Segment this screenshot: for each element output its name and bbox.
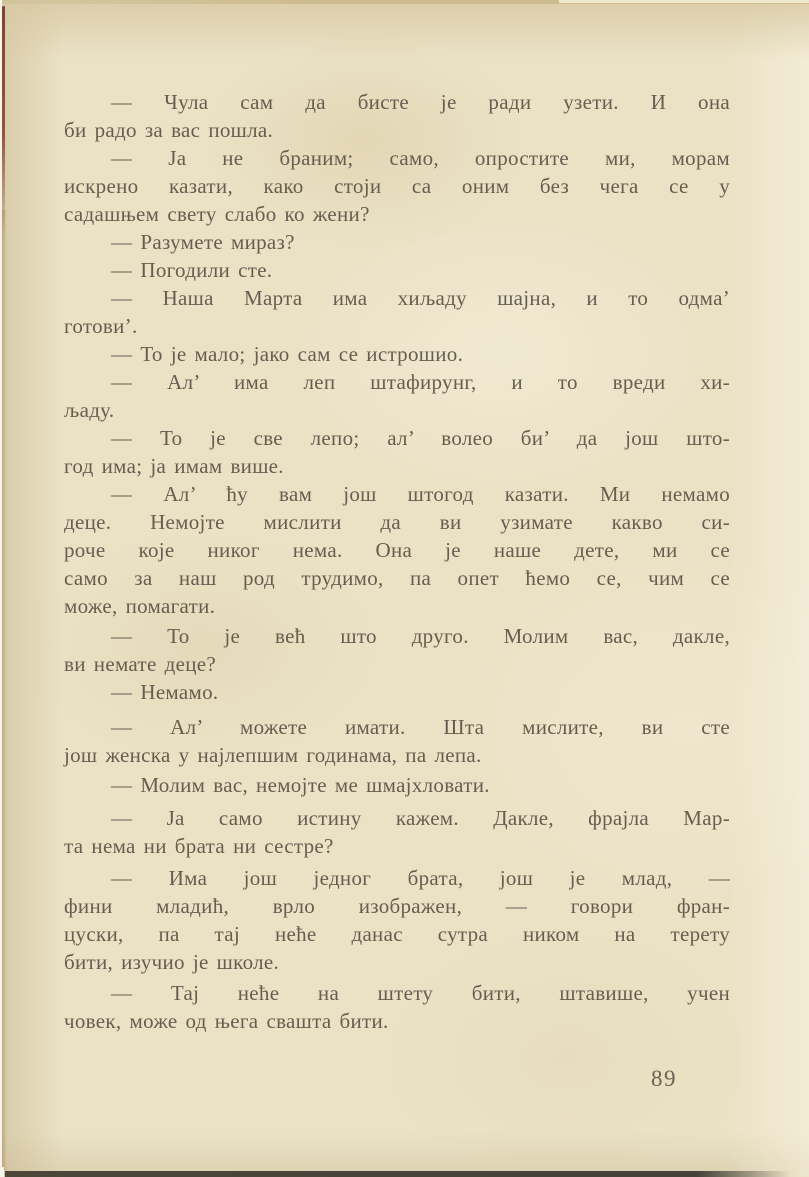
page-number: 89 [651, 1066, 677, 1091]
text-line: — Има још једног брата, још је млад, — [111, 866, 730, 890]
text-line: искрено казати, како стоји са оним без чега се у [64, 174, 730, 198]
paragraph [64, 256, 730, 284]
text-line: — Чула сам да бисте је ради узети. И она [111, 90, 730, 114]
paragraph [64, 228, 730, 256]
spine-shadow-line [2, 6, 5, 238]
bottom-page-edge [5, 1171, 791, 1177]
text-line: роче које никог нема. Она је наше дете, ми се [64, 538, 730, 562]
text-line: — Разумете мираз? [111, 230, 295, 254]
text-line: може, помагати. [64, 594, 216, 618]
paragraph [64, 480, 730, 620]
paragraph [64, 284, 730, 340]
text-line: — Погодили сте. [111, 258, 273, 282]
paragraph [64, 144, 730, 228]
text-line: — Молим вас, немојте ме шмајхловати. [111, 773, 490, 797]
text-line: бити, изучио је школе. [64, 950, 280, 974]
text-line: та нема ни брата ни сестре? [64, 834, 334, 858]
text-line: год има; ја имам више. [64, 454, 284, 478]
text-block [64, 88, 730, 1035]
text-line: деце. Немојте мислити да ви узимате какво си- [64, 510, 730, 534]
paragraph [64, 979, 730, 1035]
paragraph [64, 424, 730, 480]
text-line: — То је већ што друго. Молим вас, дакле, [111, 624, 730, 648]
paragraph [64, 804, 730, 860]
text-line: фини младић, врло изображен, — говори фран- [64, 894, 730, 918]
text-line: љаду. [64, 398, 115, 422]
text-line: — Немамо. [111, 680, 219, 704]
top-page-edge [0, 0, 809, 4]
text-line: — Ал’ има леп штафирунг, и то вреди хи- [111, 370, 730, 394]
paragraph [64, 340, 730, 368]
top-page-edge-highlight [559, 0, 809, 3]
text-line: — Наша Марта има хиљаду шајна, и то одма’ [111, 286, 730, 310]
text-line: — То је мало; јако сам се истрошио. [111, 342, 464, 366]
text-line: још женска у најлепшим годинама, па лепа. [64, 743, 482, 767]
text-line: готови’. [64, 314, 138, 338]
text-line: ви немате деце? [64, 652, 217, 676]
paragraph [64, 88, 730, 144]
text-line: — То је све лепо; ал’ волео би’ да још што- [111, 426, 730, 450]
text-line: садашњем свету слабо ко жени? [64, 202, 370, 226]
text-line: — Ал’ ћу вам још штогод казати. Ми немамо [111, 482, 730, 506]
text-line: — Ја само истину кажем. Дакле, фрајла Мар- [111, 806, 730, 830]
text-line: само за наш род трудимо, па опет ћемо се, чим се [64, 566, 730, 590]
paragraph [64, 622, 730, 678]
text-line: би радо за вас пошла. [64, 118, 274, 142]
text-line: — Тај неће на штету бити, штавише, учен [111, 981, 730, 1005]
paragraph [64, 771, 730, 799]
bottom-left-edge-highlight [0, 1167, 4, 1177]
paragraph [64, 368, 730, 424]
text-line: човек, може од њега свашта бити. [64, 1009, 389, 1033]
paragraph [64, 713, 730, 769]
text-line: цуски, па тај неће данас сутра ником на терету [64, 922, 730, 946]
paragraph [64, 678, 730, 706]
left-page-edge-highlight [0, 0, 2, 1177]
text-line: — Ја не браним; само, опростите ми, морам [111, 146, 730, 170]
spine-soft-shadow [2, 210, 7, 1170]
paragraph [64, 864, 730, 976]
text-line: — Ал’ можете имати. Шта мислите, ви сте [111, 715, 730, 739]
